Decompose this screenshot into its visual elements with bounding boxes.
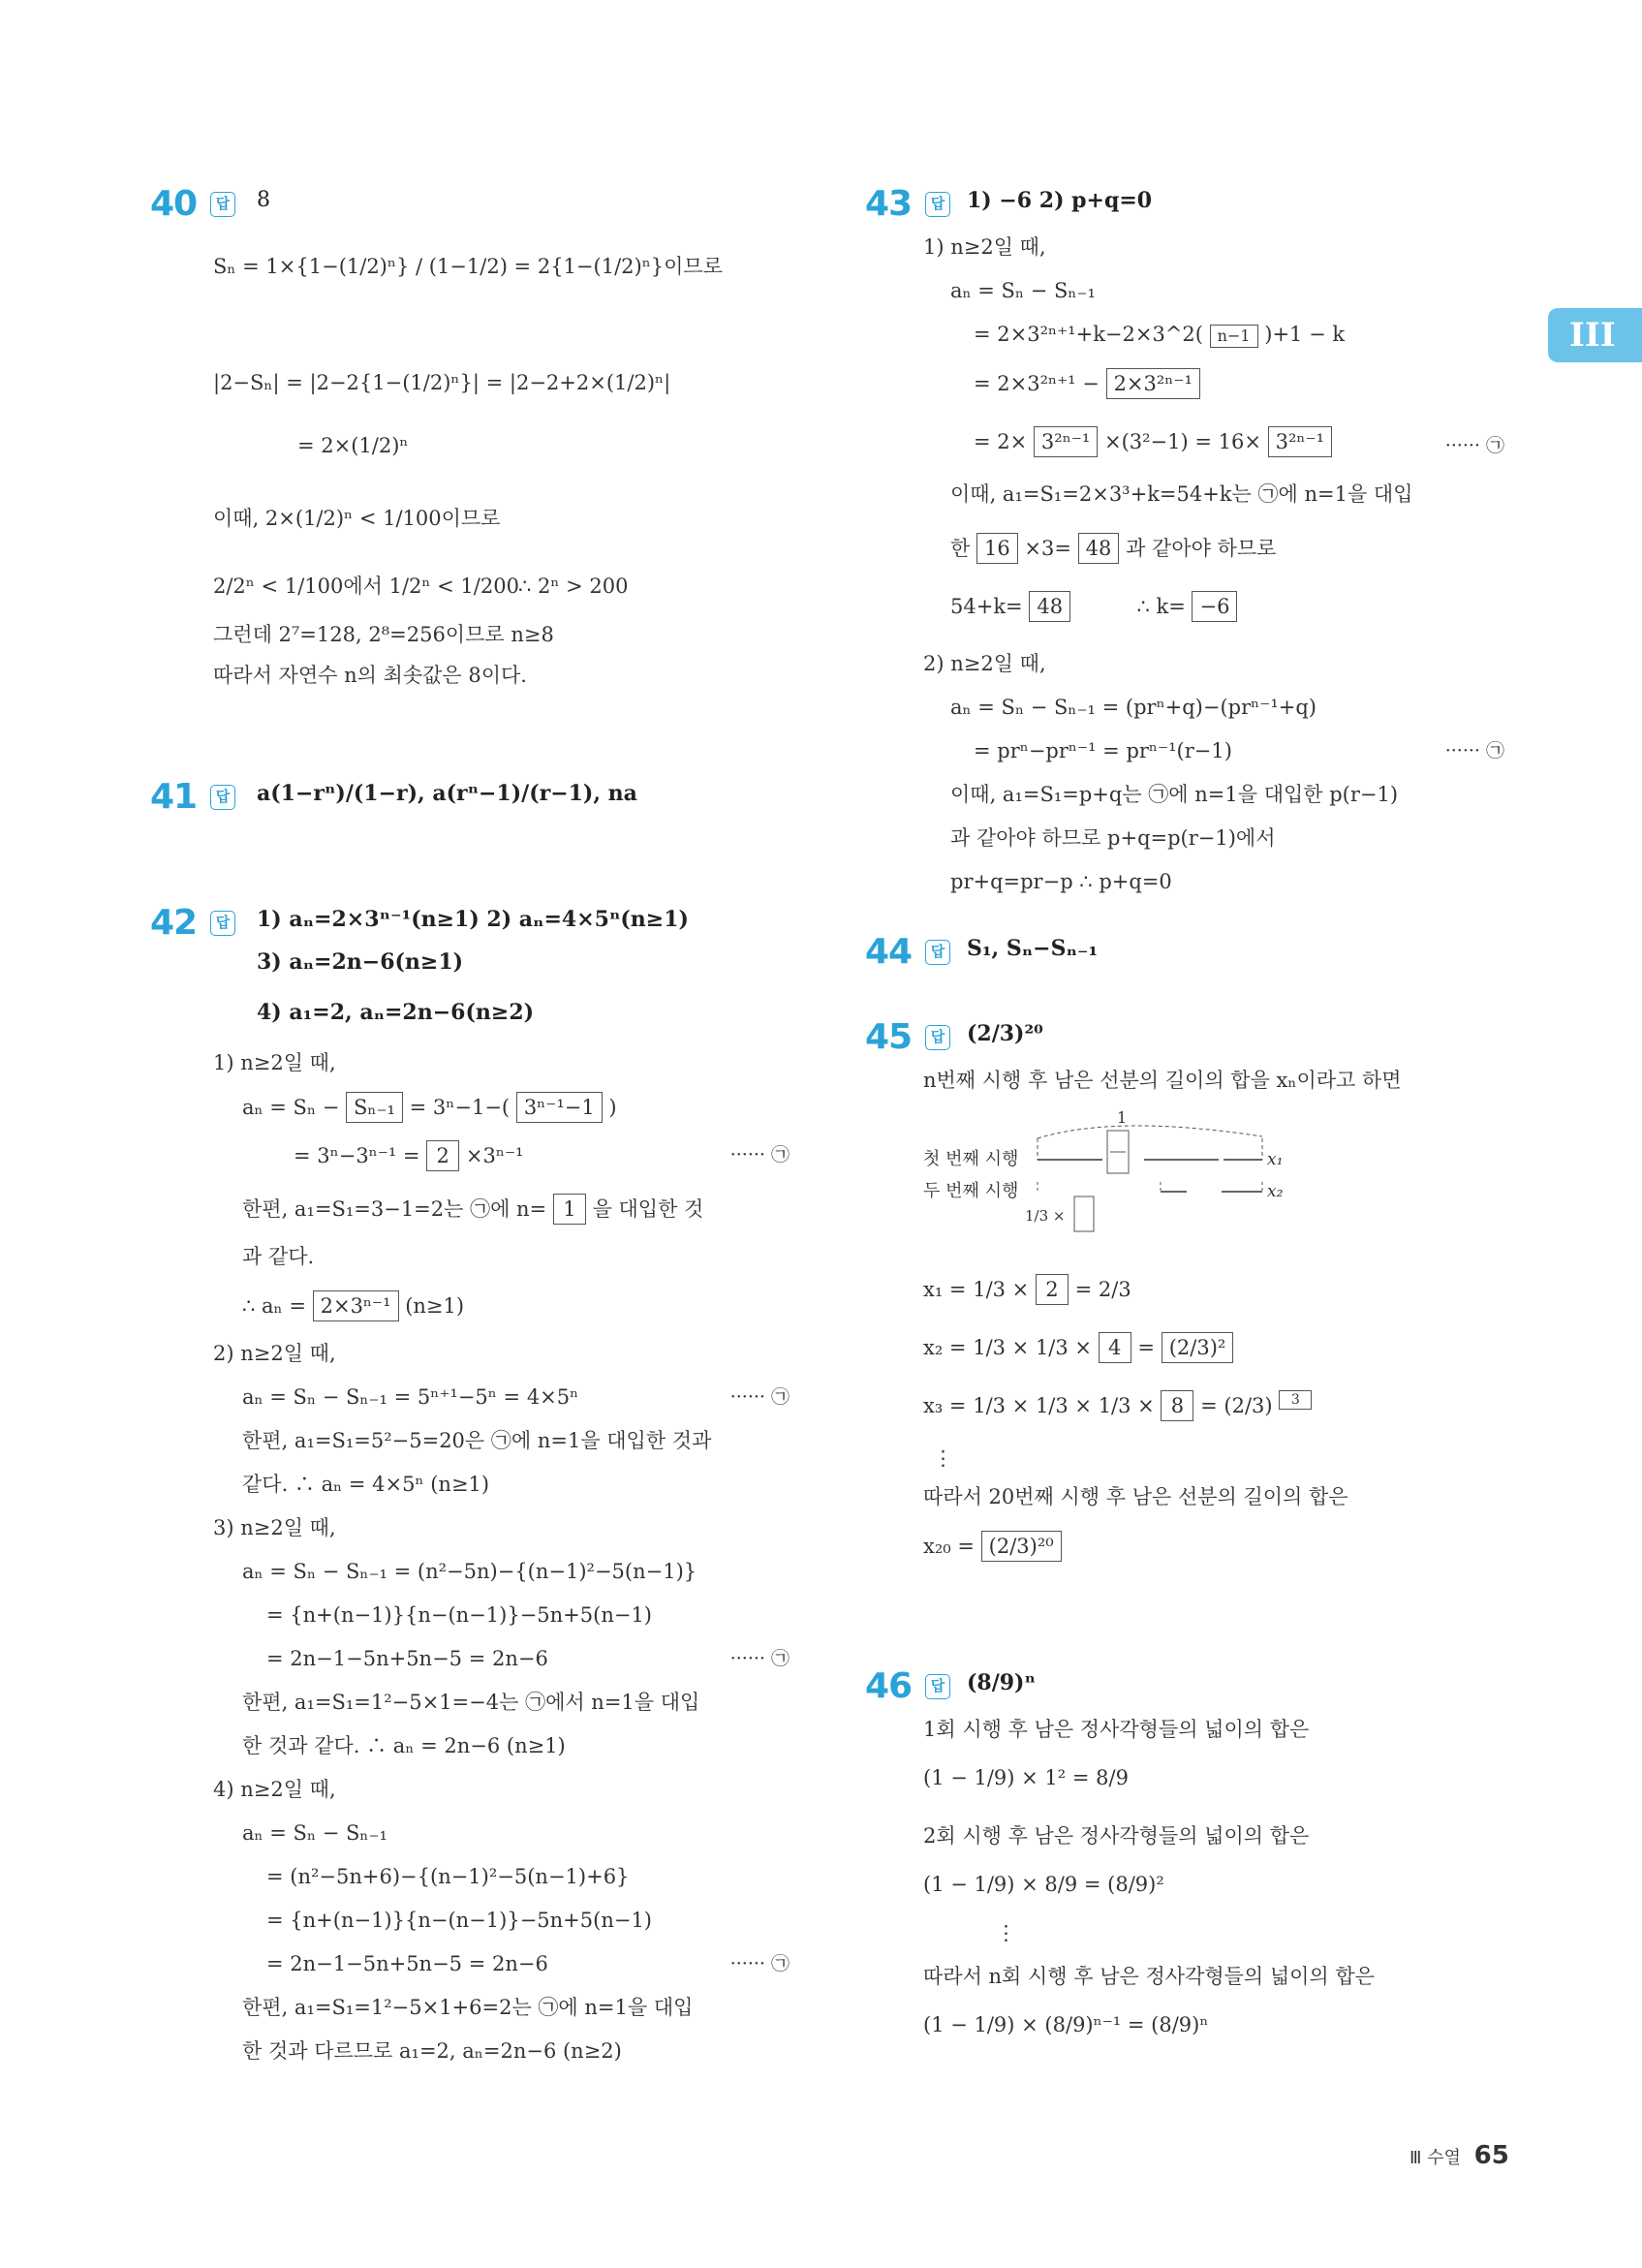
solution-line: = (n²−5n+6)−{(n−1)²−5(n−1)+6}	[266, 1865, 630, 1888]
chapter-label: Ⅲ 수열	[1410, 2148, 1461, 2168]
text: = 2×3²ⁿ⁺¹+k−2×3^2(	[974, 323, 1203, 346]
subproblem-head: 1) n≥2일 때,	[213, 1051, 336, 1074]
solution-line	[923, 1390, 1312, 1421]
solution-line: 그런데 2⁷=128, 2⁸=256이므로 n≥8	[213, 623, 554, 646]
answer: 1) −6 2) p+q=0	[967, 188, 1153, 213]
solution-line: 한편, a₁=S₁=1²−5×1=−4는 ㉠에서 n=1을 대입	[242, 1691, 700, 1714]
text: aₙ = Sₙ −	[242, 1096, 340, 1119]
solution-line	[242, 1290, 464, 1321]
solution-line	[950, 591, 1237, 622]
therefore-line: ∴ 2ⁿ > 200	[518, 575, 629, 598]
blank-box: 3²ⁿ⁻¹	[1034, 426, 1098, 457]
solution-line: 한 것과 다르므로 a₁=2, aₙ=2n−6 (n≥2)	[242, 2039, 622, 2063]
solution-line: aₙ = Sₙ − Sₙ₋₁ = (n²−5n)−{(n−1)²−5(n−1)}	[242, 1560, 697, 1583]
label-first-trial: 첫 번째 시행	[923, 1149, 1019, 1169]
text: = 2×	[974, 430, 1028, 453]
answer: 3) aₙ=2n−6(n≥1)	[257, 949, 464, 975]
solution-line	[950, 533, 1276, 564]
solution-line: n번째 시행 후 남은 선분의 길이의 합을 xₙ이라고 하면	[923, 1069, 1402, 1092]
solution-line: 2회 시행 후 남은 정사각형들의 넓이의 합은	[923, 1824, 1310, 1848]
solution-line	[923, 1531, 1062, 1562]
text: 과 같아야 하므로	[1126, 537, 1277, 560]
text: x₂ = 1/3 × 1/3 ×	[923, 1336, 1093, 1359]
text: x₁ = 1/3 ×	[923, 1278, 1030, 1301]
answer-badge: 답	[210, 192, 235, 217]
equation-tag: ······ ㉠	[1444, 740, 1504, 761]
label-x2: x₂	[1267, 1182, 1284, 1201]
subproblem-head: 2) n≥2일 때,	[213, 1342, 336, 1365]
equation-tag: ······ ㉠	[729, 1386, 790, 1408]
answer-badge: 답	[925, 940, 950, 965]
solution-line: 이때, 2×(1/2)ⁿ < 1/100이므로	[213, 507, 501, 530]
subproblem-head: 3) n≥2일 때,	[213, 1516, 336, 1539]
label-one: 1	[1117, 1108, 1128, 1127]
text: )	[608, 1096, 617, 1119]
text: ×(3²−1) = 16×	[1103, 430, 1261, 453]
blank-box: 3ⁿ⁻¹−1	[516, 1092, 603, 1123]
text: =	[1137, 1336, 1156, 1359]
text: ×3ⁿ⁻¹	[465, 1144, 524, 1167]
answer: a(1−rⁿ)/(1−r), a(rⁿ−1)/(r−1), na	[257, 781, 637, 806]
solution-line: 한 것과 같다. ∴ aₙ = 2n−6 (n≥1)	[242, 1734, 566, 1757]
blank-box: 3	[1279, 1390, 1312, 1410]
blank-box: 1	[553, 1194, 586, 1225]
answer-badge: 답	[210, 785, 235, 810]
solution-line: = 2n−1−5n+5n−5 = 2n−6	[266, 1952, 548, 1975]
blank-box: (2/3)²	[1162, 1332, 1234, 1363]
problem-number: 44	[865, 932, 913, 972]
solution-line	[294, 1140, 523, 1171]
problem-number: 41	[150, 777, 198, 817]
problem-number: 43	[865, 184, 913, 224]
solution-line: aₙ = Sₙ − Sₙ₋₁	[950, 279, 1096, 302]
blank-box: (2/3)²⁰	[981, 1531, 1062, 1562]
answer-badge: 답	[925, 1674, 950, 1699]
blank-box: 2×3ⁿ⁻¹	[313, 1290, 399, 1321]
text: = 2/3	[1074, 1278, 1131, 1301]
equation-tag: ······ ㉠	[1444, 435, 1504, 456]
text: x₂₀ =	[923, 1535, 975, 1558]
subproblem-head: 2) n≥2일 때,	[923, 652, 1046, 675]
solution-line: 한편, a₁=S₁=1²−5×1+6=2는 ㉠에 n=1을 대입	[242, 1996, 694, 2019]
solution-line: = {n+(n−1)}{n−(n−1)}−5n+5(n−1)	[266, 1603, 652, 1627]
solution-line: 따라서 20번째 시행 후 남은 선분의 길이의 합은	[923, 1485, 1348, 1508]
blank-box: 2	[1036, 1274, 1069, 1305]
segment-diagram	[923, 1109, 1330, 1235]
solution-line: 과 같다.	[242, 1245, 315, 1268]
solution-line	[242, 1194, 703, 1225]
text: ∴ k=	[1136, 595, 1186, 618]
text: 한편, a₁=S₁=3−1=2는 ㉠에 n=	[242, 1197, 547, 1221]
solution-line	[974, 368, 1200, 399]
label-fraction: 1/3 ×	[1025, 1207, 1066, 1225]
solution-line: (1 − 1/9) × (8/9)ⁿ⁻¹ = (8/9)ⁿ	[923, 2013, 1209, 2036]
problem-number: 46	[865, 1666, 913, 1706]
problem-number: 40	[150, 184, 198, 224]
solution-line: 2/2ⁿ < 1/100에서 1/2ⁿ < 1/200	[213, 575, 519, 598]
subproblem-head: 1) n≥2일 때,	[923, 235, 1046, 259]
text: = 3ⁿ−1−(	[409, 1096, 511, 1119]
solution-line: |2−Sₙ| = |2−2{1−(1/2)ⁿ}| = |2−2+2×(1/2)ⁿ|	[213, 371, 671, 394]
text: 을 대입한 것	[592, 1197, 704, 1221]
equation-tag: ······ ㉠	[729, 1144, 790, 1165]
subproblem-head: 4) n≥2일 때,	[213, 1778, 336, 1801]
equation-tag: ······ ㉠	[729, 1648, 790, 1669]
ellipsis: ⋮	[996, 1921, 1016, 1944]
solution-line: aₙ = Sₙ − Sₙ₋₁ = 5ⁿ⁺¹−5ⁿ = 4×5ⁿ	[242, 1385, 579, 1409]
answer: 1) aₙ=2×3ⁿ⁻¹(n≥1) 2) aₙ=4×5ⁿ(n≥1)	[257, 907, 689, 932]
blank-box: Sₙ₋₁	[346, 1092, 403, 1123]
blank-box: 2	[426, 1140, 459, 1171]
label-x1: x₁	[1267, 1150, 1284, 1169]
blank-box: 4	[1099, 1332, 1131, 1363]
blank-box: n−1	[1210, 325, 1258, 348]
blank-box: 8	[1161, 1390, 1193, 1421]
solution-line: = 2n−1−5n+5n−5 = 2n−6	[266, 1647, 548, 1670]
solution-line: 이때, a₁=S₁=p+q는 ㉠에 n=1을 대입한 p(r−1)	[950, 783, 1399, 806]
answer: 8	[257, 188, 270, 212]
problem-number: 45	[865, 1017, 913, 1057]
page-footer	[1410, 2141, 1509, 2170]
solution-line: 1회 시행 후 남은 정사각형들의 넓이의 합은	[923, 1718, 1310, 1741]
solution-line: 과 같아야 하므로 p+q=p(r−1)에서	[950, 826, 1276, 850]
solution-line: pr+q=pr−p ∴ p+q=0	[950, 870, 1172, 893]
solution-line	[923, 1274, 1131, 1305]
solution-line: (1 − 1/9) × 1² = 8/9	[923, 1766, 1129, 1789]
solution-line: 따라서 자연수 n의 최솟값은 8이다.	[213, 664, 527, 687]
text: (n≥1)	[405, 1294, 465, 1318]
text: = 3ⁿ−3ⁿ⁻¹ =	[294, 1144, 420, 1167]
text: = 2×3²ⁿ⁺¹ −	[974, 372, 1100, 395]
answer: (2/3)²⁰	[967, 1021, 1043, 1046]
ellipsis: ⋮	[933, 1446, 953, 1470]
solution-line: = {n+(n−1)}{n−(n−1)}−5n+5(n−1)	[266, 1909, 652, 1932]
solution-line	[974, 320, 1345, 349]
text: )+1 − k	[1264, 323, 1346, 346]
answer: S₁, Sₙ−Sₙ₋₁	[967, 936, 1099, 961]
blank-box: 48	[1029, 591, 1070, 622]
blank-box: 2×3²ⁿ⁻¹	[1106, 368, 1200, 399]
text: 한	[950, 537, 971, 560]
solution-line: aₙ = Sₙ − Sₙ₋₁ = (prⁿ+q)−(prⁿ⁻¹+q)	[950, 696, 1317, 719]
text: ×3=	[1024, 537, 1071, 560]
answer-badge: 답	[210, 911, 235, 936]
solution-line: Sₙ = 1×{1−(1/2)ⁿ} / (1−1/2) = 2{1−(1/2)ⁿ}이므로	[213, 255, 723, 278]
blank-box: 16	[976, 533, 1018, 564]
solution-line	[923, 1332, 1233, 1363]
blank-box: 48	[1078, 533, 1120, 564]
blank-box: 3²ⁿ⁻¹	[1268, 426, 1332, 457]
solution-line: = prⁿ−prⁿ⁻¹ = prⁿ⁻¹(r−1)	[974, 739, 1232, 762]
text: 54+k=	[950, 595, 1023, 618]
answer-badge: 답	[925, 1025, 950, 1050]
solution-line: aₙ = Sₙ − Sₙ₋₁	[242, 1821, 387, 1845]
solution-line: 같다. ∴ aₙ = 4×5ⁿ (n≥1)	[242, 1473, 490, 1496]
answer-badge: 답	[925, 192, 950, 217]
solution-line	[242, 1092, 617, 1123]
solution-line: = 2×(1/2)ⁿ	[297, 434, 409, 457]
equation-tag: ······ ㉠	[729, 1953, 790, 1974]
text: = (2/3)	[1200, 1394, 1273, 1417]
chapter-tab: III	[1548, 308, 1642, 362]
text: x₃ = 1/3 × 1/3 × 1/3 ×	[923, 1394, 1155, 1417]
page-number: 65	[1473, 2141, 1509, 2170]
answer: (8/9)ⁿ	[967, 1670, 1036, 1695]
problem-number: 42	[150, 903, 198, 943]
answer: 4) a₁=2, aₙ=2n−6(n≥2)	[257, 1000, 535, 1025]
text: ∴ aₙ =	[242, 1294, 306, 1318]
solution-line	[974, 426, 1332, 457]
solution-line: 한편, a₁=S₁=5²−5=20은 ㉠에 n=1을 대입한 것과	[242, 1429, 712, 1452]
solution-line: (1 − 1/9) × 8/9 = (8/9)²	[923, 1873, 1164, 1896]
label-second-trial: 두 번째 시행	[923, 1181, 1019, 1201]
solution-line: 이때, a₁=S₁=2×3³+k=54+k는 ㉠에 n=1을 대입	[950, 482, 1413, 506]
solution-line: 따라서 n회 시행 후 남은 정사각형들의 넓이의 합은	[923, 1965, 1375, 1988]
blank-box: −6	[1192, 591, 1237, 622]
